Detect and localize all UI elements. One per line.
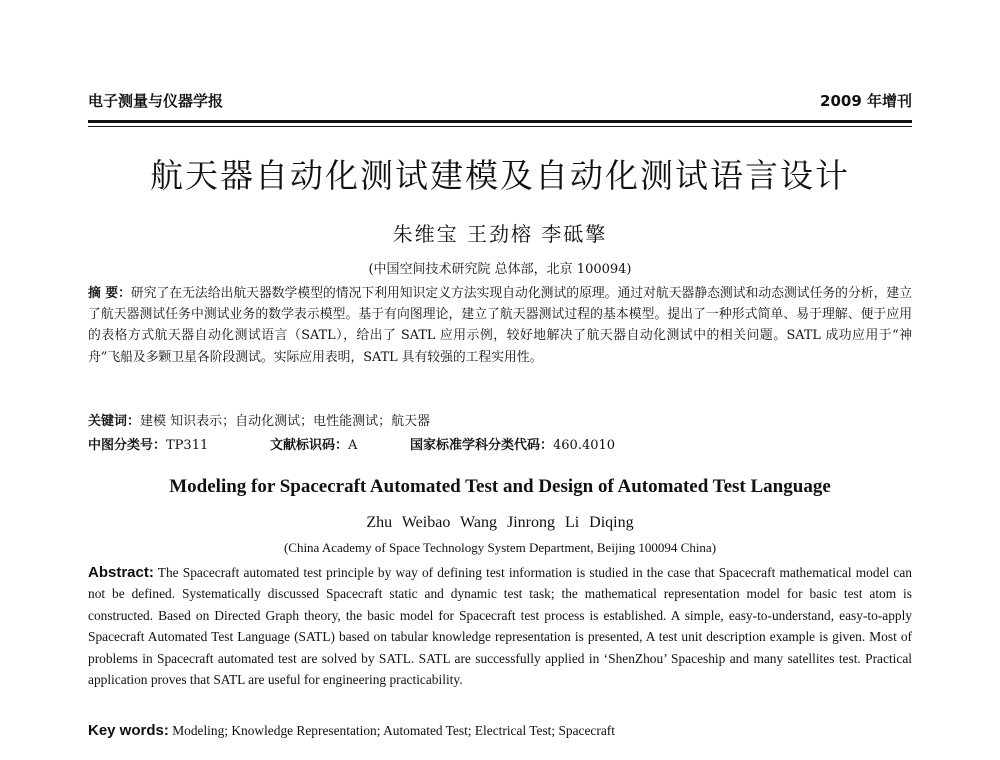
abstract-zh-label: 摘 要：	[88, 286, 131, 301]
abstract-en-label: Abstract:	[88, 564, 154, 581]
std-code-field	[410, 434, 615, 453]
abstract-zh	[88, 283, 912, 368]
doc-code-value: A	[348, 438, 358, 453]
abstract-en	[88, 562, 912, 690]
clc-value: TP311	[166, 438, 209, 453]
keywords-zh	[88, 410, 912, 429]
clc-field	[88, 434, 270, 453]
authors-en: Zhu Weibao Wang Jinrong Li Diqing	[366, 514, 634, 531]
clc-label: 中图分类号：	[88, 438, 167, 453]
std-code-value: 460.4010	[553, 438, 616, 453]
journal-header	[88, 86, 912, 114]
keywords-en	[88, 722, 912, 739]
header-rule-thin	[88, 126, 912, 127]
keywords-en-label: Key words:	[88, 722, 169, 739]
title-en: Modeling for Spacecraft Automated Test and Design of Automated Test Language	[169, 476, 831, 497]
journal-name: 电子测量与仪器学报	[88, 91, 224, 110]
header-rule-thick	[88, 120, 912, 123]
title-zh: 航天器自动化测试建模及自动化测试语言设计	[150, 156, 850, 195]
abstract-en-text: The Spacecraft automated test principle by way of defining test information is studied in the case that Spacecraft mathematical model can not be defined. Systematically discussed Spacecraft static and dynamic test task; the mathematical representation model for basic test atom is constructed. Based on Directed Graph theory, the basic model for Spacecraft test process is established. A simple, easy-to-understand, easy-to-apply Spacecraft Automated Test Language (SATL) based on tabular knowledge representation is presented, A test unit description example is given. Most of problems in Spacecraft automated test are solved by SATL. SATL are successfully applied in ‘ShenZhou’ Spaceship and many satellites test. Practical application proves that SATL are useful for engineering practicability.	[88, 565, 912, 688]
affiliation-zh: (中国空间技术研究院 总体部，北京 100094)	[368, 262, 632, 277]
authors-zh: 朱维宝 王劲榕 李砥擎	[392, 222, 608, 246]
abstract-zh-text: 研究了在无法给出航天器数学模型的情况下利用知识定义方法实现自动化测试的原理。通过对航天器静态测试和动态测试任务的分析，建立了航天器测试任务中测试业务的数学表示模型。基于有向图理论，建立了航天器测试过程的基本模型。提出了一种形式简单、易于理解、便于应用的表格方式航天器自动化测试语言（SATL），给出了 SATL 应用示例，较好地解决了航天器自动化测试中的相关问题。SATL 成功应用于“神舟”飞船及多颗卫星各阶段测试。实际应用表明，SATL 具有较强的工程实用性。	[88, 286, 912, 365]
issue-label: 2009 年增刊	[820, 91, 912, 110]
keywords-zh-text: 建模 知识表示；自动化测试；电性能测试；航天器	[140, 414, 431, 429]
keywords-en-text: Modeling; Knowledge Representation; Automated Test; Electrical Test; Spacecraft	[172, 723, 615, 738]
keywords-zh-label: 关键词：	[88, 414, 141, 429]
affiliation-en: (China Academy of Space Technology System Department, Beijing 100094 China)	[283, 540, 717, 555]
std-code-label: 国家标准学科分类代码：	[410, 438, 554, 453]
classification-line	[88, 434, 912, 453]
doc-code-field	[270, 434, 410, 453]
doc-code-label: 文献标识码：	[270, 438, 349, 453]
